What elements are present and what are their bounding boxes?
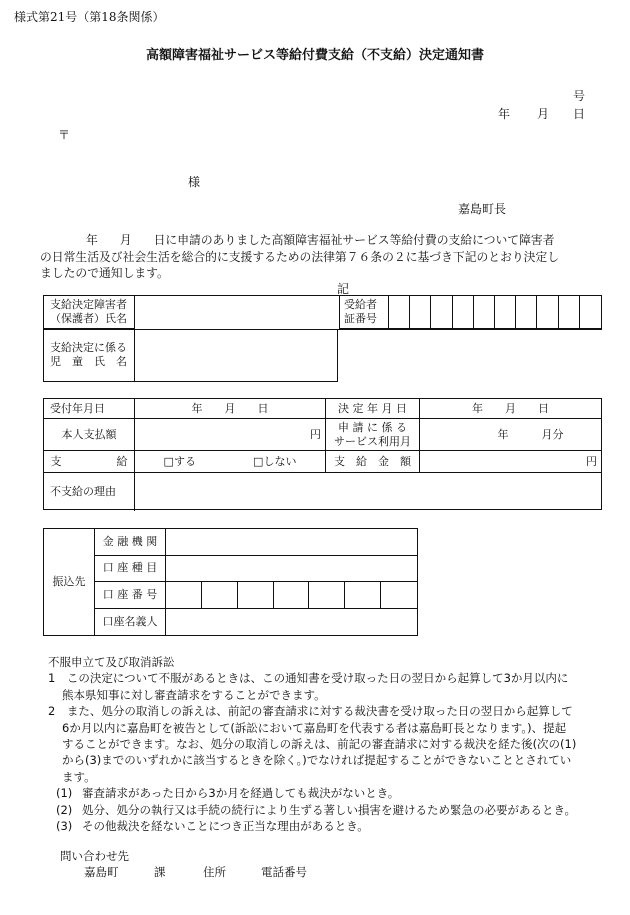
recipient-number-digit[interactable] [431,296,452,329]
account-number-digit[interactable] [381,582,417,609]
recipient-table [43,295,602,330]
issue-day-label: 日 [573,107,586,121]
account-number-digit[interactable] [166,582,202,609]
account-holder-field[interactable] [166,609,417,636]
appeal-line: から(3)までのいずれかに該当するときを除く。)でなければ提起することができないこととされてい [62,753,572,768]
issue-year-label: 年 [498,107,511,121]
transfer-label: 振込先 [44,529,95,635]
decision-date-field[interactable]: 年 月 日 [420,399,601,419]
appeal-subitem: (1) 審査請求があった日から3か月を経過しても裁決がないとき。 [56,786,400,801]
bank-field[interactable] [166,529,417,556]
account-type-label: 口 座 種 目 [95,556,166,583]
body-line-1: 日に申請のありました高額障害福祉サービス等給付費の支給について障害者 [153,233,555,247]
account-type-field[interactable] [166,556,417,583]
non-payment-reason-label: 不支給の理由 [44,473,135,511]
account-number-digit[interactable] [274,582,310,609]
body-line-2: の日常生活及び社会生活を総合的に支援するための法律第７６条の２に基づき下記のとおり決定し [40,249,560,264]
appeal-notes [48,654,576,834]
appeal-heading: 不服申立て及び取消訴訟 [48,655,175,669]
decision-person-name-field[interactable] [135,296,340,329]
account-number-digit[interactable] [309,582,345,609]
payment-amount-label: 支 給 金 額 [326,451,420,473]
self-pay-field[interactable]: 円 [135,419,326,451]
payment-amount-field[interactable]: 円 [420,451,601,473]
ki-mark: 記 [337,282,350,296]
appeal-line: 熊本県知事に対し審査請求をすることができます。 [62,687,326,702]
postal-mark: 〒 [58,128,71,142]
recipient-number-digit[interactable] [474,296,495,329]
contact-section: 課 [154,865,166,879]
contact-address: 住所 [203,865,226,879]
recipient-number-digit[interactable] [389,296,410,329]
contact-town: 嘉島町 [84,865,119,879]
child-name-field[interactable] [135,329,337,381]
service-month-field[interactable]: 年 月分 [420,419,601,451]
service-month-label: 申 請 に 係 る サービス利用月 [326,419,420,451]
decision-person-name-label: 支給決定障害者 （保護者）氏名 [44,296,135,329]
application-month-label: 月 [119,233,132,247]
pay-yes-checkbox[interactable]: □する [163,454,196,468]
payment-label: 支 給 [44,451,135,473]
document-title: 高額障害福祉サービス等給付費支給（不支給）決定通知書 [145,48,484,63]
received-date-field[interactable]: 年 月 日 [135,399,326,419]
decision-date-label: 決 定 年 月 日 [326,399,420,419]
recipient-number-digit[interactable] [537,296,558,329]
body-line-3: ましたので通知します。 [40,266,169,280]
payment-options [135,451,326,473]
issuer-name: 嘉島町長 [458,202,507,216]
child-name-label: 支給決定に係る 児 童 氏 名 [44,329,135,381]
received-date-label: 受付年月日 [44,399,135,419]
number-mark: 号 [573,89,586,103]
contact-phone: 電話番号 [261,865,307,879]
appeal-line: することができます。なお、処分の取消しの訴えは、前記の審査請求に対する裁決を経た後(次の(1) [62,737,577,752]
account-number-label: 口 座 番 号 [95,582,166,609]
honorific-sama: 様 [188,175,201,189]
recipient-number-label: 受給者 証番号 [340,296,389,329]
account-number-digit[interactable] [202,582,238,609]
appeal-line: ます。 [62,769,96,784]
form-number: 様式第21号（第18条関係） [14,10,165,24]
recipient-number-digit[interactable] [559,296,580,329]
appeal-line: 6か月以内に嘉島町を被告として(訴訟において嘉島町を代表する者は嘉島町長となります。)、提起 [62,720,567,735]
self-pay-label: 本人支払額 [44,419,135,451]
recipient-number-digit[interactable] [580,296,601,329]
bank-label: 金 融 機 関 [95,529,166,556]
recipient-number-digit[interactable] [410,296,431,329]
pay-no-checkbox[interactable]: □しない [253,454,297,468]
account-holder-label: 口座名義人 [95,609,166,636]
appeal-line: 1 この決定について不服があるときは、この通知書を受け取った日の翌日から起算して3か月以内に [48,671,569,686]
account-number-digit[interactable] [238,582,274,609]
appeal-subitem: (3) その他裁決を経ないことにつき正当な理由があるとき。 [56,819,369,834]
application-year-label: 年 [86,233,98,247]
account-number-digit[interactable] [345,582,381,609]
appeal-line: 2 また、処分の取消しの訴えは、前記の審査請求に対する裁決書を受け取った日の翌日から起算して [48,704,573,719]
recipient-number-digit[interactable] [495,296,516,329]
transfer-table [43,528,418,636]
notice-body [40,232,596,282]
decision-table [43,398,602,510]
recipient-number-digit[interactable] [516,296,537,329]
appeal-subitem: (2) 処分、処分の執行又は手続の続行により生ずる著しい損害を避けるため緊急の必要があるとき。 [56,802,577,817]
contact-heading: 問い合わせ先 [60,849,129,863]
child-table [43,329,338,382]
recipient-number-digit[interactable] [453,296,474,329]
issue-month-label: 月 [537,107,550,121]
non-payment-reason-field[interactable] [135,473,601,511]
